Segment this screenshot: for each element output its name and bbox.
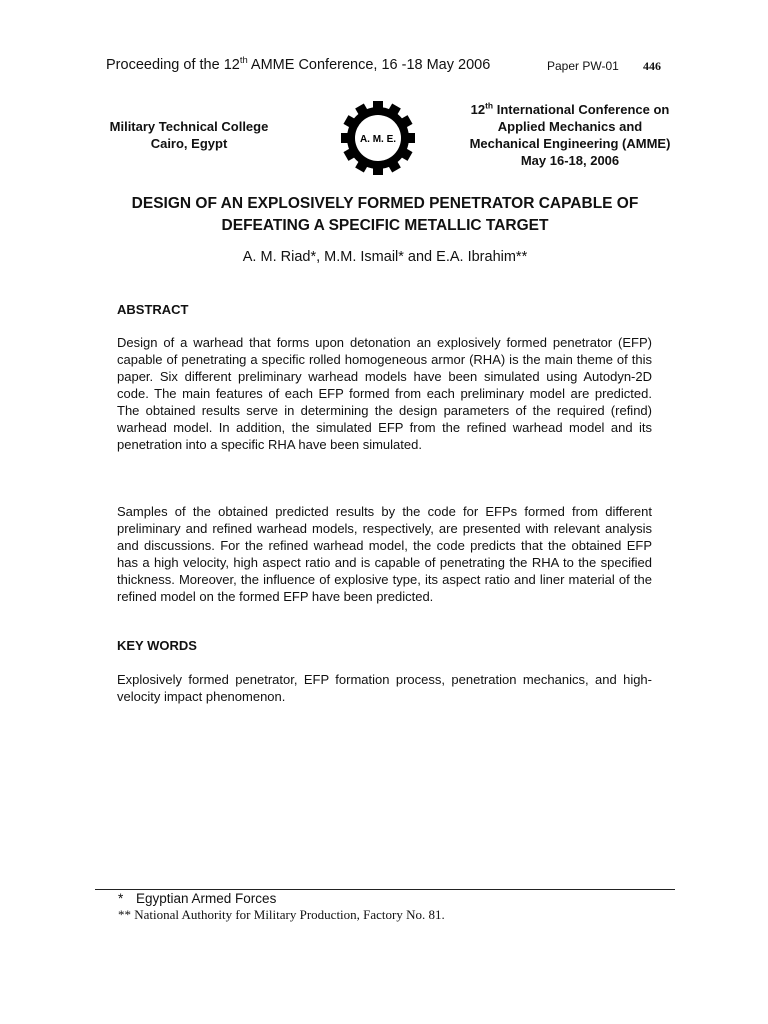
proceeding-text: Proceeding of the 12: [106, 57, 240, 73]
college-location: Cairo, Egypt: [150, 136, 228, 151]
conference-line3: Mechanical Engineering (AMME): [469, 136, 671, 151]
proceeding-text-end: AMME Conference, 16 -18 May 2006: [247, 57, 491, 73]
title-line1: DESIGN OF AN EXPLOSIVELY FORMED PENETRATOR CAPABLE OF: [131, 195, 639, 212]
page-number: 446: [643, 59, 661, 73]
logo-text: A. M. E.: [359, 134, 397, 145]
conference-line2: Applied Mechanics and: [497, 119, 643, 134]
conference-line1: [450, 101, 690, 118]
conference-dates: May 16-18, 2006: [520, 153, 620, 168]
keywords-heading: KEY WORDS: [117, 638, 197, 653]
paper-title: [95, 193, 675, 237]
authors: A. M. Riad*, M.M. Ismail* and E.A. Ibrahim**: [242, 249, 528, 265]
keywords-text: Explosively formed penetrator, EFP formation process, penetration mechanics, and high-velocity impact phenomenon.: [117, 672, 652, 704]
proceeding-superscript: th: [239, 54, 248, 66]
title-line2: DEFEATING A SPECIFIC METALLIC TARGET: [221, 217, 549, 234]
conference-name-start: International Conference on: [493, 102, 670, 117]
college-name: Military Technical College: [109, 119, 269, 134]
proceeding-header: [106, 54, 491, 73]
gear-logo-svg: [340, 100, 416, 176]
footnote-divider: [95, 889, 675, 890]
conference-block: [450, 101, 690, 169]
footnote-1-text: Egyptian Armed Forces: [136, 891, 277, 906]
conference-superscript: th: [485, 100, 494, 111]
paper-id: Paper PW-01: [547, 59, 619, 73]
abstract-heading: ABSTRACT: [117, 302, 189, 317]
footnote-1: [118, 891, 276, 906]
college-block: [96, 118, 282, 152]
abstract-paragraph-1: Design of a warhead that forms upon detonation an explosively formed penetrator (EFP) capable of penetrating a specific rolled homogeneous armor (RHA) is the main theme of this paper. Six different preliminary warhead models have been simulated using Autodyn-2D code. The main features of each EFP formed from each preliminary model are predicted. The obtained results serve in determining the design parameters of the required (refind) warhead model. In addition, the simulated EFP from the refined warhead model and its penetration into a specific RHA have been simulated.: [117, 335, 652, 452]
footnote-2: ** National Authority for Military Production, Factory No. 81.: [118, 907, 445, 922]
conference-number: 12: [470, 102, 486, 117]
abstract-paragraph-2: Samples of the obtained predicted results by the code for EFPs formed from different preliminary and refined warhead models, respectively, are presented with relevant analysis and discussions. For the refined warhead model, the code predicts that the obtained EFP has a high velocity, high aspect ratio and is capable of penetrating the RHA to the specified thickness. Moreover, the influence of explosive type, its aspect ratio and liner material of the refined model on the formed EFP have been predicted.: [117, 504, 652, 604]
footnote-1-mark: *: [118, 891, 124, 906]
amme-gear-logo-icon: [340, 100, 416, 176]
